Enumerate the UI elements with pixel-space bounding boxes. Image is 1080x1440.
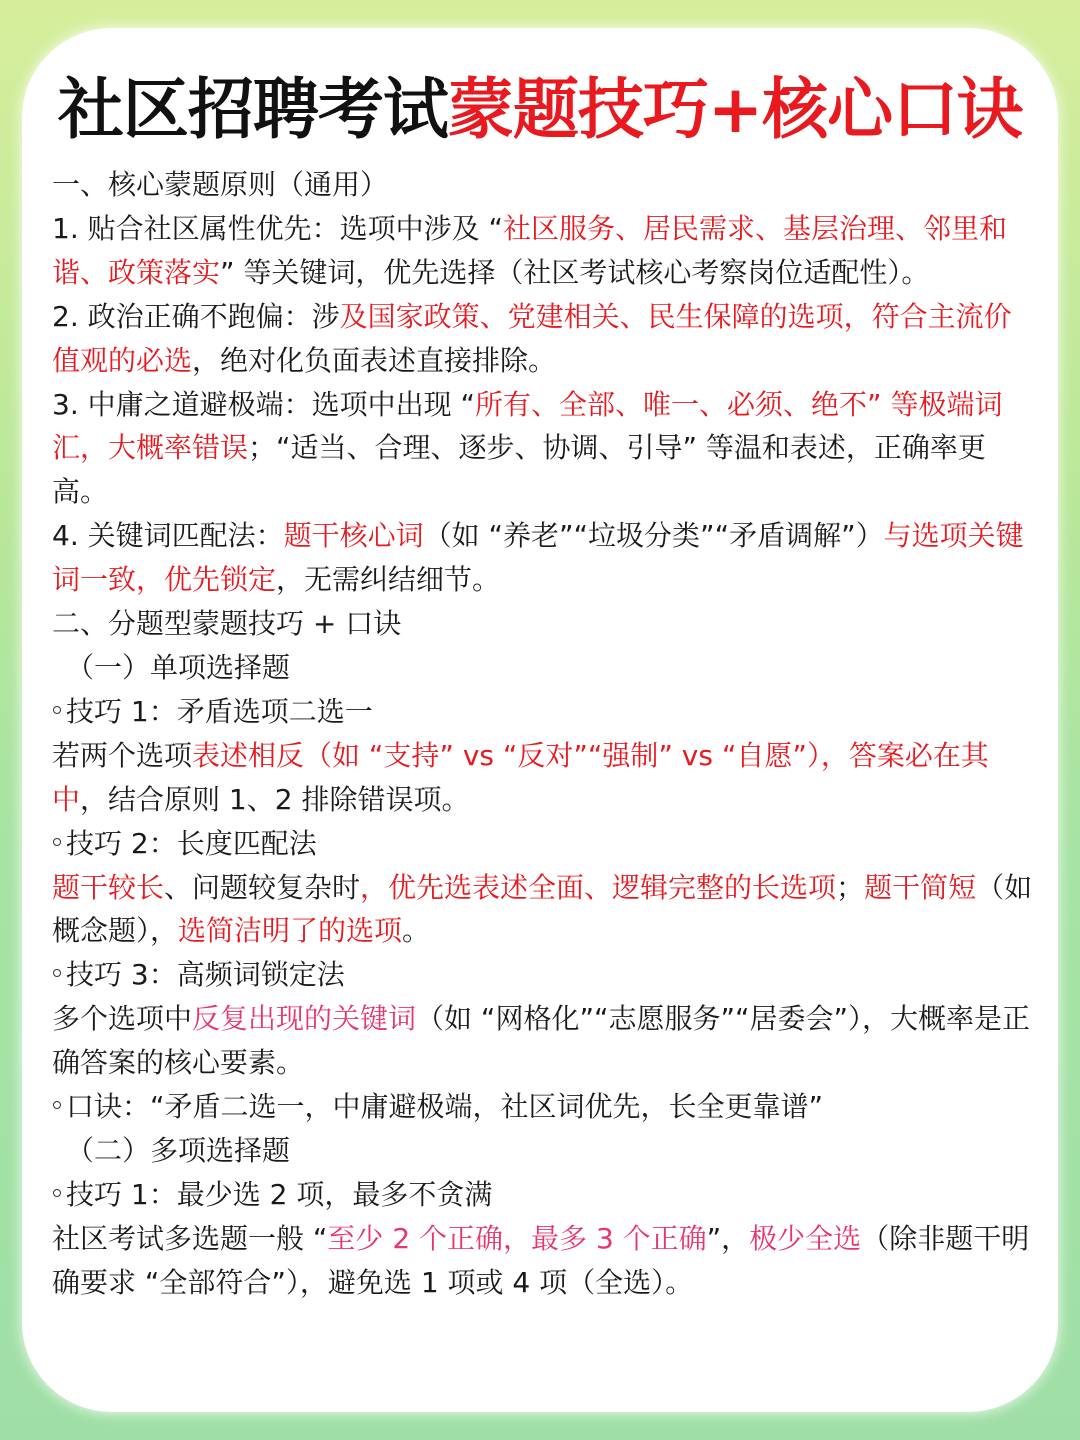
bullet-icon xyxy=(53,1101,61,1109)
single-tip-3-label xyxy=(52,953,1037,997)
single-tip-1-text-a: 若两个选项 xyxy=(52,738,193,772)
principle-1-text-c: ” 等关键词，优先选择（社区考试核心考察岗位适配性）。 xyxy=(220,255,930,289)
principle-4-text-c: （如 “养老”“垃圾分类”“矛盾调解”） xyxy=(423,519,884,553)
single-tip-3-text-c: （如 “网格化”“志愿服务”“居委会”），大概率是正确答案的核心要素。 xyxy=(52,1002,1030,1080)
single-tip-2-label xyxy=(52,822,1037,866)
principle-3 xyxy=(52,383,1037,515)
principle-1-highlight: 社区服务、居民需求、基层治理、邻里和谐、政策落实 xyxy=(52,211,1008,289)
single-tip-2-text-d: ； xyxy=(836,870,865,904)
principle-3-text-c: ；“适当、合理、逐步、协调、引导” 等温和表述，正确率更高。 xyxy=(52,431,986,509)
single-mnemonic xyxy=(52,1085,1037,1129)
multi-tip-1-label xyxy=(52,1173,1037,1217)
single-tip-2-text-f: （如概念题）， xyxy=(52,870,1033,948)
single-tip-3-body xyxy=(52,997,1037,1085)
single-tip-2-highlight-a: 题干较长 xyxy=(52,870,165,904)
single-tip-2-highlight-g: 选简洁明了的选项 xyxy=(178,914,403,948)
title-part-red: 蒙题技巧+核心口诀 xyxy=(447,71,1023,148)
title-part-black: 社区招聘考试 xyxy=(57,71,448,148)
single-tip-1-text-c: ，结合原则 1、2 排除错误项。 xyxy=(80,782,470,816)
principle-4-text-a: 4. 关键词匹配法： xyxy=(52,519,284,553)
article-body xyxy=(52,163,1037,1305)
single-choice-heading: （一）单项选择题 xyxy=(66,650,291,684)
principle-4-text-e: ，无需纠结细节。 xyxy=(276,563,501,597)
single-tip-3-highlight: 反复出现的关键词 xyxy=(192,1002,417,1036)
principle-4-highlight-d: 与选项关键词一致，优先锁定 xyxy=(52,519,1024,597)
principle-4 xyxy=(52,514,1037,602)
single-tip-1-label-text: 技巧 1：矛盾选项二选一 xyxy=(66,694,373,728)
page-title xyxy=(0,62,1080,158)
multi-tip-1-text-e: （除非题干明确要求 “全部符合”），避免选 1 项或 4 项（全选）。 xyxy=(52,1221,1030,1299)
principle-2-text-c: ，绝对化负面表述直接排除。 xyxy=(192,343,557,377)
principle-1-text-a: 1. 贴合社区属性优先：选项中涉及 “ xyxy=(52,211,504,245)
multi-tip-1-highlight-d: 极少全选 xyxy=(749,1221,862,1255)
bullet-icon xyxy=(53,706,61,714)
single-tip-1-highlight: 表述相反（如 “支持” vs “反对”“强制” vs “自愿”），答案必在其中 xyxy=(52,738,989,816)
principle-1 xyxy=(52,207,1037,295)
single-tip-1-label xyxy=(52,690,1037,734)
single-tip-2-highlight-c: ，优先选表述全面、逻辑完整的长选项 xyxy=(360,870,837,904)
bullet-icon xyxy=(53,1189,61,1197)
single-tip-2-body xyxy=(52,866,1037,954)
single-tip-1-body xyxy=(52,734,1037,822)
single-mnemonic-text: 口诀：“矛盾二选一，中庸避极端，社区词优先，长全更靠谱” xyxy=(66,1090,824,1124)
principle-2-text-a: 2. 政治正确不跑偏：涉 xyxy=(52,299,340,333)
principle-3-text-a: 3. 中庸之道避极端：选项中出现 “ xyxy=(52,387,476,421)
section2-heading: 二、分题型蒙题技巧 + 口诀 xyxy=(52,607,402,641)
single-tip-2-text-h: 。 xyxy=(402,914,431,948)
multi-tip-1-label-text: 技巧 1：最少选 2 项，最多不贪满 xyxy=(66,1177,493,1211)
single-tip-2-label-text: 技巧 2：长度匹配法 xyxy=(66,826,317,860)
bullet-icon xyxy=(53,838,61,846)
single-tip-3-label-text: 技巧 3：高频词锁定法 xyxy=(66,958,345,992)
multi-tip-1-body xyxy=(52,1217,1037,1305)
principle-4-highlight-b: 题干核心词 xyxy=(283,519,424,553)
section1-heading: 一、核心蒙题原则（通用） xyxy=(52,168,389,201)
multi-tip-1-text-c: ”， xyxy=(706,1221,750,1255)
multi-choice-heading: （二）多项选择题 xyxy=(66,1133,291,1167)
multi-tip-1-highlight-b: 至少 2 个正确，最多 3 个正确 xyxy=(327,1221,707,1255)
principle-3-highlight: 所有、全部、唯一、必须、绝不” 等极端词汇，大概率错误 xyxy=(52,387,1003,465)
multi-tip-1-text-a: 社区考试多选题一般 “ xyxy=(52,1221,328,1255)
principle-2-highlight: 及国家政策、党建相关、民生保障的选项，符合主流价值观的必选 xyxy=(52,299,1012,377)
single-tip-2-highlight-e: 题干简短 xyxy=(864,870,977,904)
bullet-icon xyxy=(53,969,61,977)
single-tip-3-text-a: 多个选项中 xyxy=(52,1002,193,1036)
principle-2 xyxy=(52,295,1037,383)
single-tip-2-text-b: 、问题较复杂时 xyxy=(164,870,361,904)
